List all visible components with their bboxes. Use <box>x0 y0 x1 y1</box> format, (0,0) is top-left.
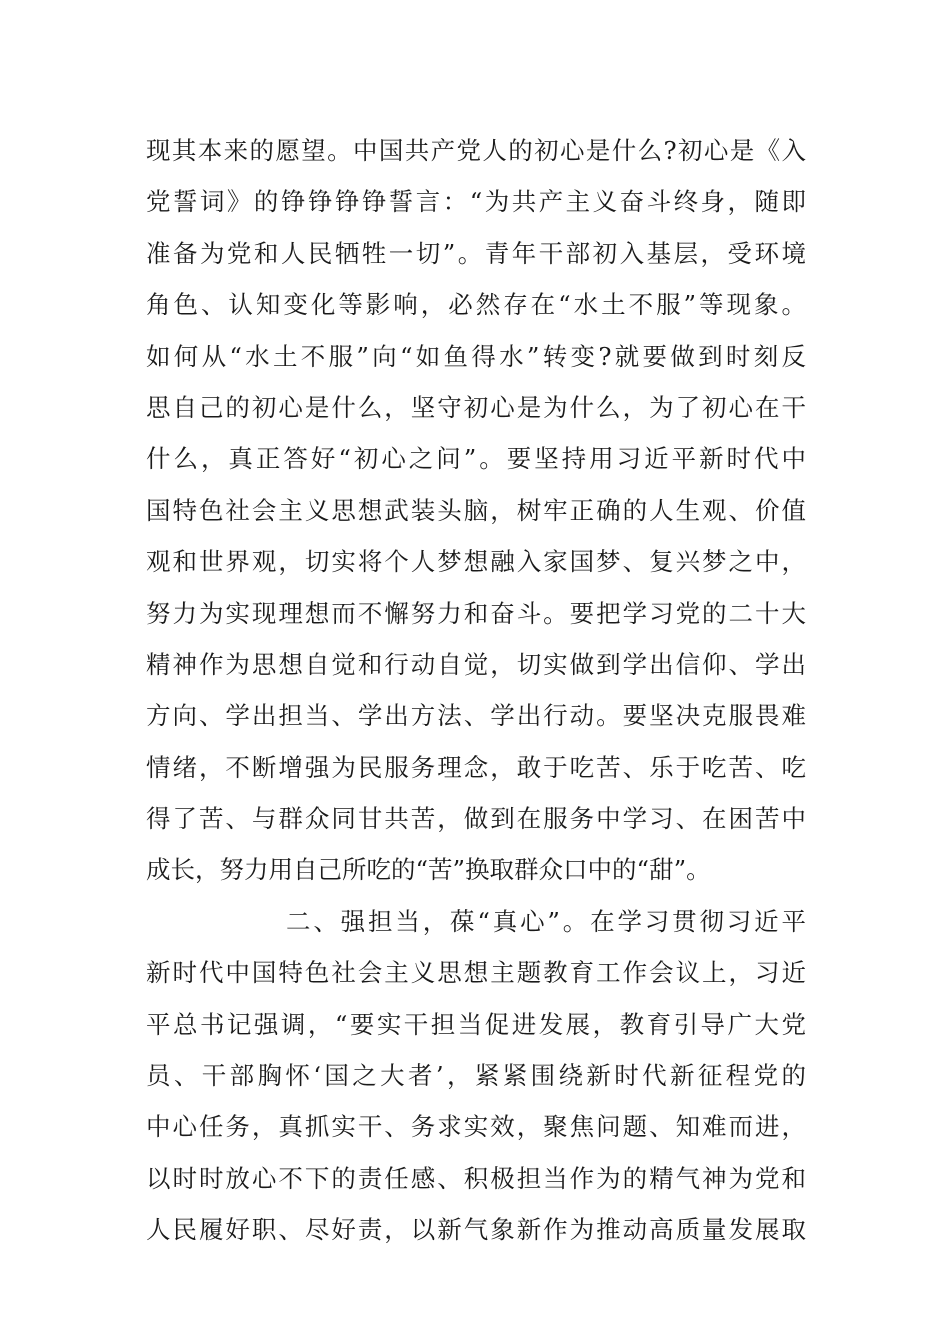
text-line: 努力为实现理想而不懈努力和奋斗。要把学习党的二十大 <box>146 598 806 628</box>
paragraph-end-line: 成长，努力用自己所吃的“苦”换取群众口中的“甜”。 <box>146 855 711 885</box>
text-line: 平总书记强调，“要实干担当促进发展，教育引导广大党 <box>146 1009 806 1039</box>
text-line: 新时代中国特色社会主义思想主题教育工作会议上，习近 <box>146 958 806 988</box>
text-line: 什么，真正答好“初心之问”。要坚持用习近平新时代中 <box>146 444 806 474</box>
text-line: 精神作为思想自觉和行动自觉，切实做到学出信仰、学出 <box>146 649 806 679</box>
document-body <box>146 125 806 1256</box>
text-line: 情绪，不断增强为民服务理念，敢于吃苦、乐于吃苦、吃 <box>146 752 806 782</box>
text-line: 角色、认知变化等影响，必然存在“水土不服”等现象。 <box>146 290 806 320</box>
text-line: 以时时放心不下的责任感、积极担当作为的精气神为党和 <box>146 1163 806 1193</box>
text-line: 中心任务，真抓实干、务求实效，聚焦问题、知难而进， <box>146 1112 806 1142</box>
text-line: 观和世界观，切实将个人梦想融入家国梦、复兴梦之中， <box>146 547 806 577</box>
text-line: 人民履好职、尽好责，以新气象新作为推动高质量发展取 <box>146 1215 806 1245</box>
text-line: 党誓词》的铮铮铮铮誓言：“为共产主义奋斗终身，随即 <box>146 187 806 217</box>
text-line: 员、干部胸怀‘国之大者’，紧紧围绕新时代新征程党的 <box>146 1061 806 1091</box>
text-line: 现其本来的愿望。中国共产党人的初心是什么?初心是《入 <box>146 136 806 165</box>
text-line: 方向、学出担当、学出方法、学出行动。要坚决克服畏难 <box>146 701 806 731</box>
section-heading-line: 二、强担当，葆“真心”。在学习贯彻习近平 <box>286 906 806 936</box>
text-line: 得了苦、与群众同甘共苦，做到在服务中学习、在困苦中 <box>146 804 806 834</box>
text-line: 思自己的初心是什么，坚守初心是为什么，为了初心在干 <box>146 392 806 422</box>
text-line: 如何从“水土不服”向“如鱼得水”转变?就要做到时刻反 <box>146 341 806 371</box>
text-line: 国特色社会主义思想武装头脑，树牢正确的人生观、价值 <box>146 495 806 525</box>
text-line: 准备为党和人民牺牲一切”。青年干部初入基层，受环境 <box>146 238 806 268</box>
